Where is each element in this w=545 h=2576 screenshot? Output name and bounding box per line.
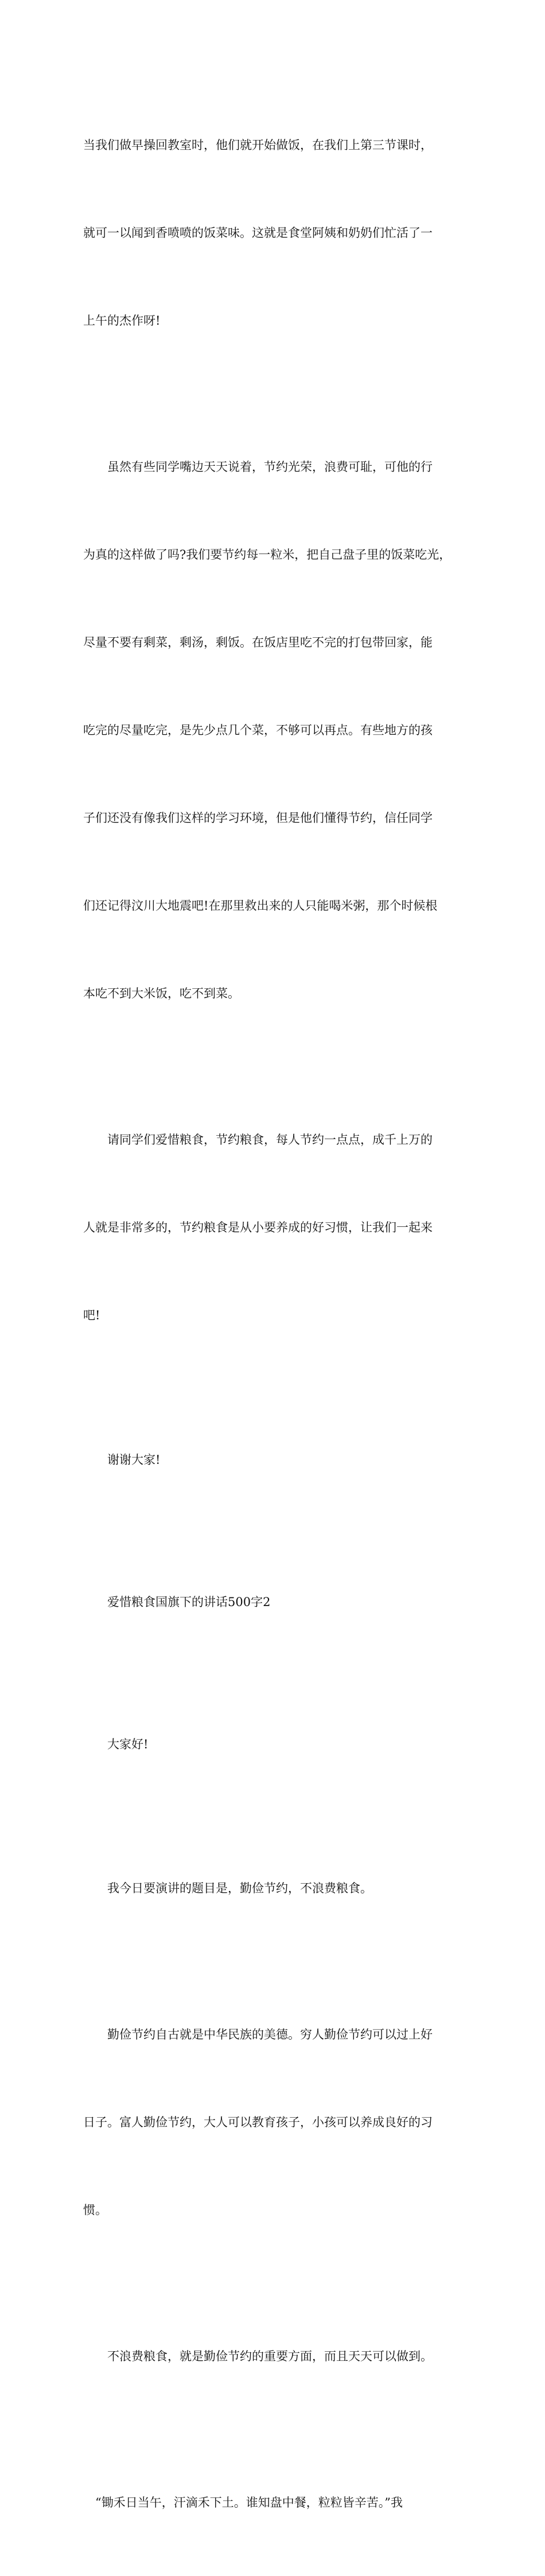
section-title: [83, 1531, 468, 1673]
text-line: “锄禾日当午，汗滴禾下土。谁知盘中餐，粒粒皆辛苦。”我: [83, 2496, 403, 2509]
text-line: 吃完的尽量吃完，是先少点几个菜，不够可以再点。有些地方的孩: [83, 723, 433, 737]
text-line: 谢谢大家!: [83, 1453, 161, 1467]
text-line: 尽量不要有剩菜，剩汤，剩饭。在饭店里吃不完的打包带回家，能: [83, 636, 433, 649]
text-line: 吧!: [83, 1308, 100, 1322]
paragraph: [83, 72, 468, 394]
text-line: 人就是非常多的，节约粮食是从小要养成的好习惯，让我们一起来: [83, 1221, 433, 1234]
greeting: [83, 1673, 468, 1815]
text-line: 不浪费粮食，就是勤俭节约的重要方面，而且天天可以做到。: [83, 2349, 433, 2363]
closing-thanks: [83, 1389, 468, 1531]
text-line: 当我们做早操回教室时，他们就开始做饭，在我们上第三节课时，: [83, 138, 433, 152]
text-line: 为真的这样做了吗?我们要节约每一粒米，把自己盘子里的饭菜吃光，: [83, 548, 451, 562]
text-line: 我今日要演讲的题目是，勤俭节约，不浪费粮食。: [83, 1881, 372, 1895]
paragraph: [83, 1815, 468, 1962]
text-line: 大家好!: [83, 1737, 149, 1751]
text-line: 上午的杰作呀!: [83, 314, 161, 328]
text-line: 日子。富人勤俭节约，大人可以教育孩子，小孩可以养成良好的习: [83, 2115, 433, 2129]
document-body: [83, 72, 468, 2576]
text-line: 虽然有些同学嘴边天天说着，节约光荣，浪费可耻，可他的行: [83, 460, 433, 474]
paragraph: [83, 1962, 468, 2283]
text-line: 子们还没有像我们这样的学习环境，但是他们懂得节约，信任同学: [83, 811, 433, 825]
paragraph: [83, 2283, 468, 2430]
text-line: 本吃不到大米饭，吃不到菜。: [83, 987, 240, 1000]
paragraph: [83, 394, 468, 1067]
text-line: 勤俭节约自古就是中华民族的美德。穷人勤俭节约可以过上好: [83, 2028, 433, 2041]
text-line: 就可一以闻到香喷喷的饭菜味。这就是食堂阿姨和奶奶们忙活了一: [83, 226, 433, 240]
paragraph: [83, 2430, 468, 2576]
text-line: 惯。: [83, 2203, 107, 2217]
text-line: 爱惜粮食国旗下的讲话500字2: [83, 1595, 271, 1609]
text-line: 请同学们爱惜粮食，节约粮食，每人节约一点点，成千上万的: [83, 1133, 433, 1147]
text-line: 们还记得汶川大地震吧!在那里救出来的人只能喝米粥，那个时候根: [83, 899, 438, 913]
paragraph: [83, 1067, 468, 1389]
